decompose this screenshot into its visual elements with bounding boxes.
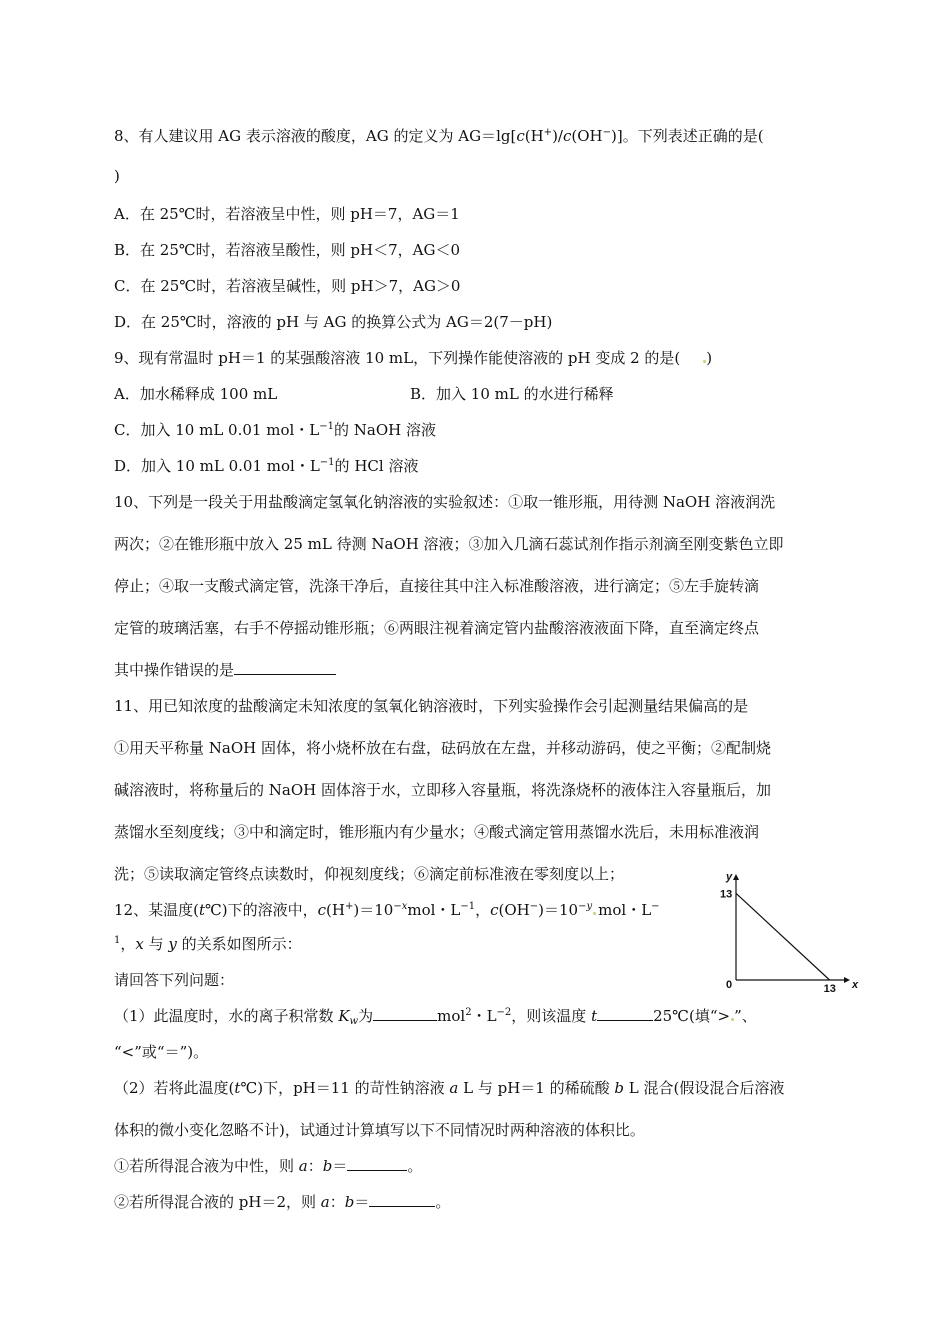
q8-option-a: A．在 25℃时，若溶液呈中性，则 pH＝7，AG＝1 (114, 205, 460, 223)
q12-sub-2: ②若所得混合液的 pH＝2，则 a：b＝ 。 (114, 1193, 451, 1211)
q11-line-1: 11、用已知浓度的盐酸滴定未知浓度的氢氧化钠溶液时，下列实验操作会引起测量结果偏高的是 (114, 697, 749, 715)
relation-line (736, 893, 830, 980)
q12-part-1-line-2: “<”或“＝”)。 (114, 1043, 209, 1061)
y-axis-label: y (726, 871, 733, 883)
q11-line-3: 碱溶液时，将称量后的 NaOH 固体溶于水，立即移入容量瓶，将洗涤烧杯的液体注入容量瓶后，加 (114, 781, 771, 799)
q11-line-2: ①用天平称量 NaOH 固体，将小烧杯放在右盘，砝码放在左盘，并移动游码，使之平衡；②配制烧 (114, 739, 771, 757)
temperature-compare-blank[interactable] (597, 1006, 653, 1021)
kw-answer-blank[interactable] (373, 1006, 437, 1021)
x-tick-label: 13 (823, 983, 836, 995)
q8-stem: 8、有人建议用 AG 表示溶液的酸度，AG 的定义为 AG＝lg[c(H+)/c(OH−)]。下列表述正确的是( (114, 127, 764, 145)
q12-line-2: $^1$，x 与 y 的关系如图所示： (114, 935, 302, 953)
q9-stem: 9、现有常温时 pH＝1 的某强酸溶液 10 mL，下列操作能使溶液的 pH 变成 2 的是( ) (114, 349, 713, 367)
xy-relation-graph (712, 868, 862, 998)
q10-line-3: 停止；④取一支酸式滴定管，洗涤干净后，直接往其中注入标准酸溶液，进行滴定；⑤左手旋转滴 (114, 577, 760, 595)
y-axis-arrow (733, 874, 739, 880)
q10-line-4: 定管的玻璃活塞，右手不停摇动锥形瓶；⑥两眼注视着滴定管内盐酸溶液液面下降，直至滴定终点 (114, 619, 760, 637)
q11-line-5: 洗；⑤读取滴定管终点读数时，仰视刻度线；⑥滴定前标准液在零刻度以上； (114, 865, 625, 883)
q8-option-c: C．在 25℃时，若溶液呈碱性，则 pH＞7，AG＞0 (114, 277, 461, 295)
q12-sub-1: ①若所得混合液为中性，则 a：b＝ 。 (114, 1157, 423, 1175)
q12-part-1: （1）此温度时，水的离子积常数 $K_w$为 mol$^2$・$L^{-2}$，则该温度 t 25℃(填“> ”、 (114, 1007, 757, 1027)
q10-line-2: 两次；②在锥形瓶中放入 25 mL 待测 NaOH 溶液；③加入几滴石蕊试剂作指示剂滴至刚变紫色立即 (114, 535, 784, 553)
q8-stem-close: ) (114, 167, 120, 185)
q10-line-5: 其中操作错误的是 (114, 660, 336, 680)
q9-option-d: D．加入 10 mL 0.01 mol・$L^{-1}$的 HCl 溶液 (114, 457, 419, 475)
y-tick-label: 13 (720, 888, 733, 901)
q9-option-a: A．加水稀释成 100 mL (114, 385, 278, 403)
x-axis-label: x (852, 979, 859, 991)
q10-answer-blank[interactable] (234, 660, 336, 675)
q9-option-b: B．加入 10 mL 的水进行稀释 (410, 385, 614, 403)
ratio-ph2-blank[interactable] (369, 1192, 435, 1207)
q9-option-c: C．加入 10 mL 0.01 mol・$L^{-1}$的 NaOH 溶液 (114, 421, 436, 439)
q12-part-2-line-2: 体积的微小变化忽略不计)，试通过计算填写以下不同情况时两种溶液的体积比。 (114, 1121, 645, 1139)
q8-option-b: B．在 25℃时，若溶液呈酸性，则 pH＜7，AG＜0 (114, 241, 461, 259)
q11-line-4: 蒸馏水至刻度线；③中和滴定时，锥形瓶内有少量水；④酸式滴定管用蒸馏水洗后，未用标准液润 (114, 823, 760, 841)
q12-line-3: 请回答下列问题： (114, 971, 235, 989)
q12-part-2: （2）若将此温度(t℃)下，pH＝11 的苛性钠溶液 a L 与 pH＝1 的稀硫酸 b L 混合(假设混合后溶液 (114, 1079, 785, 1097)
q12-line-1: 12、某温度(t℃)下的溶液中，$c(H^+)=10^{-x}mol$・$L^{-1}$，$c(OH^-)=10^{-y}$ mol・L− (114, 901, 660, 919)
q10-line-1: 10、下列是一段关于用盐酸滴定氢氧化钠溶液的实验叙述：①取一锥形瓶，用待测 NaOH 溶液润洗 (114, 493, 776, 511)
origin-label: 0 (726, 979, 733, 991)
q8-option-d: D．在 25℃时，溶液的 pH 与 AG 的换算公式为 AG＝2(7－pH) (114, 313, 553, 331)
x-axis-arrow (844, 977, 850, 983)
ratio-neutral-blank[interactable] (347, 1156, 407, 1171)
